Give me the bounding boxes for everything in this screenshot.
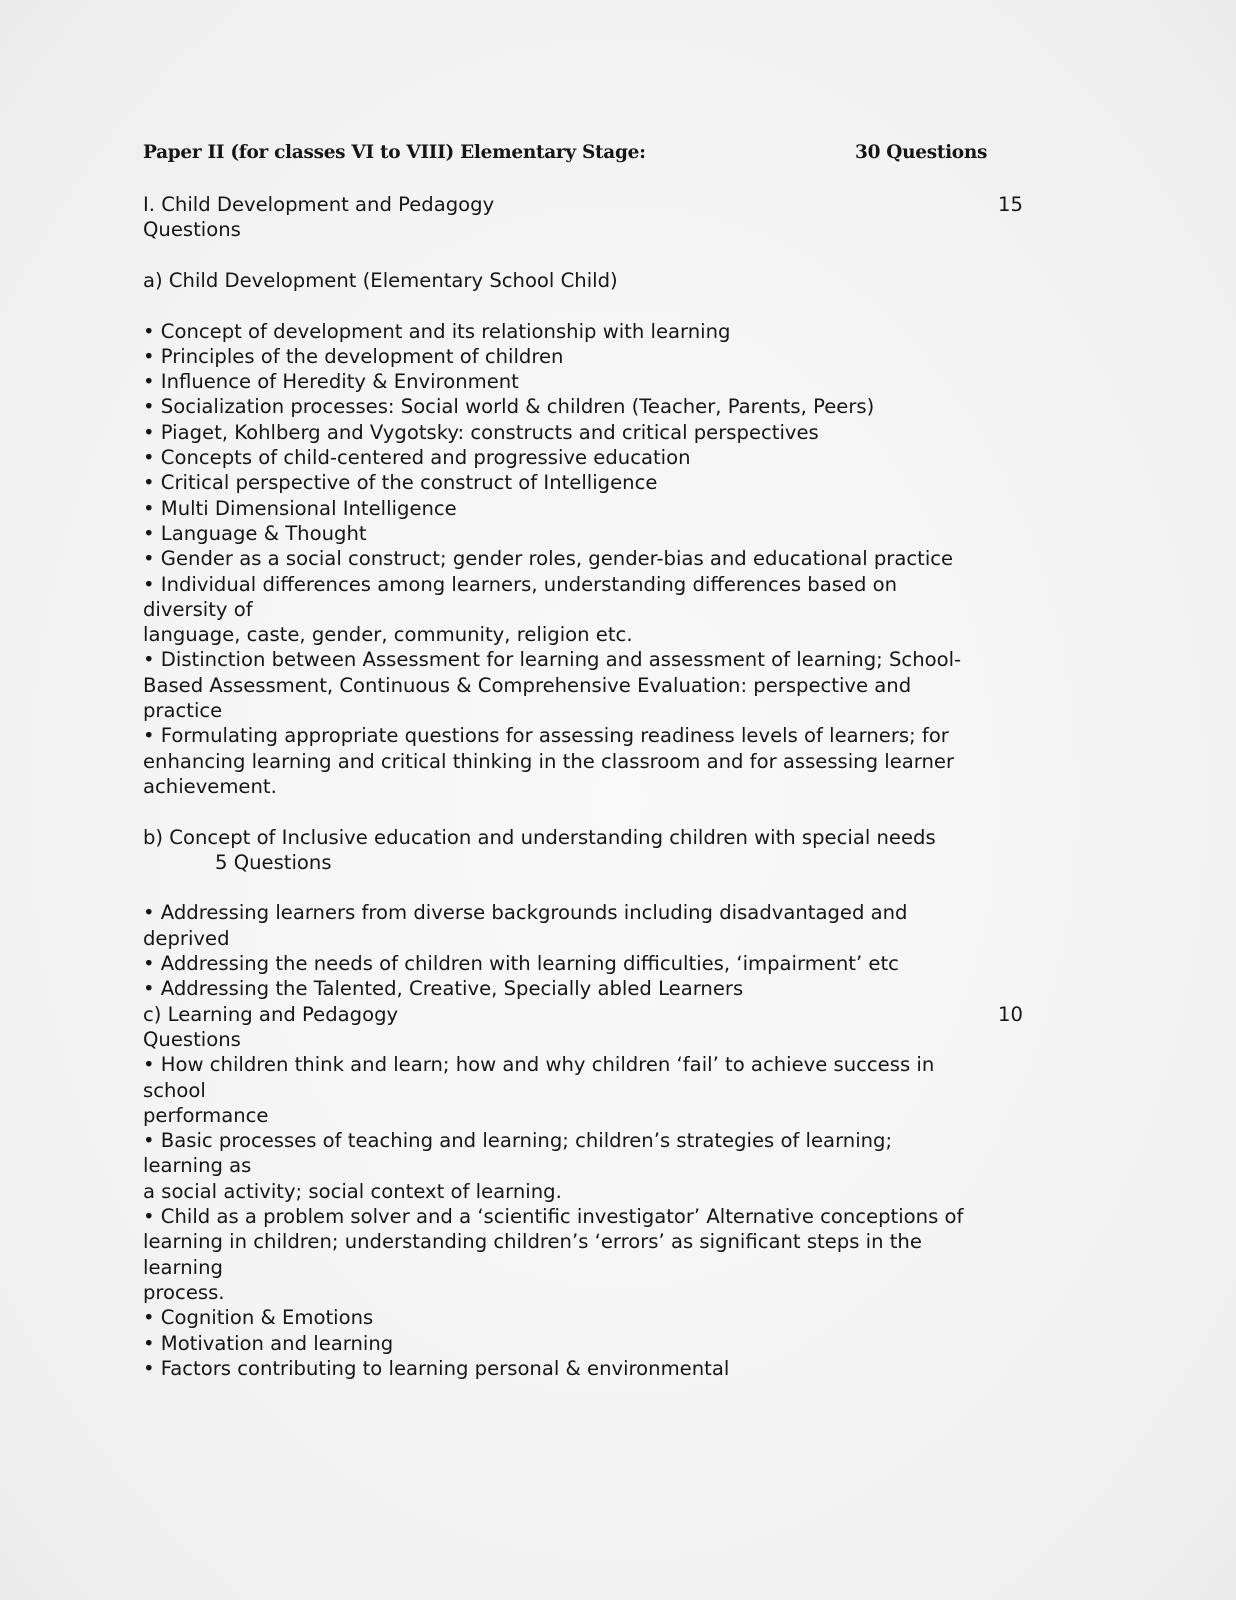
list-item: language, caste, gender, community, religion etc. xyxy=(143,623,633,647)
list-item: learning in children; understanding children’s ‘errors’ as significant steps in the xyxy=(143,1230,922,1254)
subsection-a-title: a) Child Development (Elementary School Child) xyxy=(143,268,618,292)
list-item: • Motivation and learning xyxy=(143,1331,394,1355)
list-item: • Language & Thought xyxy=(143,521,367,545)
list-item: deprived xyxy=(143,926,230,950)
list-item: • Distinction between Assessment for learning and assessment of learning; School- xyxy=(143,648,962,672)
list-item: • Influence of Heredity & Environment xyxy=(143,370,519,394)
list-item: learning as xyxy=(143,1154,252,1178)
list-item: school xyxy=(143,1078,206,1102)
list-item: • Child as a problem solver and a ‘scientific investigator’ Alternative conceptions of xyxy=(143,1205,964,1228)
subsection-b-question-count: 5 Questions xyxy=(215,850,332,874)
list-item: • How children think and learn; how and why children ‘fail’ to achieve success in xyxy=(143,1053,935,1077)
section-count-label: Questions xyxy=(143,218,241,242)
list-item: achievement. xyxy=(143,774,277,798)
list-item: • Gender as a social construct; gender roles, gender-bias and educational practice xyxy=(143,547,954,571)
list-item: a social activity; social context of learning. xyxy=(143,1179,562,1203)
list-item: • Factors contributing to learning personal & environmental xyxy=(143,1356,730,1380)
paper-title: Paper II (for classes VI to VIII) Elementary Stage: xyxy=(143,142,646,163)
list-item: • Cognition & Emotions xyxy=(143,1306,374,1330)
paper-question-count: 30 Questions xyxy=(855,142,988,163)
list-item: • Multi Dimensional Intelligence xyxy=(143,496,457,520)
section-question-count: 15 xyxy=(998,193,1023,216)
list-item: performance xyxy=(143,1103,269,1127)
list-item: • Formulating appropriate questions for assessing readiness levels of learners; for xyxy=(143,724,949,748)
subsection-c-title: c) Learning and Pedagogy xyxy=(143,1002,399,1026)
list-item: • Socialization processes: Social world & children (Teacher, Parents, Peers) xyxy=(143,395,875,419)
list-item: • Critical perspective of the construct of Intelligence xyxy=(143,471,658,495)
list-item: • Addressing the Talented, Creative, Specially abled Learners xyxy=(143,977,744,1001)
list-item: • Concept of development and its relationship with learning xyxy=(143,319,731,343)
list-item: learning xyxy=(143,1255,223,1279)
list-item: • Piaget, Kohlberg and Vygotsky: constructs and critical perspectives xyxy=(143,420,819,444)
list-item: diversity of xyxy=(143,597,253,621)
list-item: practice xyxy=(143,699,223,722)
list-item: • Individual differences among learners, understanding differences based on xyxy=(143,572,898,596)
subsection-c-count-label: Questions xyxy=(143,1027,241,1051)
list-item: enhancing learning and critical thinking in the classroom and for assessing learner xyxy=(143,749,955,773)
subsection-b-title: b) Concept of Inclusive education and understanding children with special needs xyxy=(143,825,936,849)
list-item: • Concepts of child-centered and progressive education xyxy=(143,446,691,469)
list-item: • Addressing learners from diverse backgrounds including disadvantaged and xyxy=(143,901,908,925)
section-title: I. Child Development and Pedagogy xyxy=(143,193,495,216)
list-item: process. xyxy=(143,1280,225,1304)
subsection-c-question-count: 10 xyxy=(998,1002,1023,1026)
list-item: Based Assessment, Continuous & Comprehensive Evaluation: perspective and xyxy=(143,673,912,697)
list-item: • Addressing the needs of children with learning difficulties, ‘impairment’ etc xyxy=(143,952,899,975)
list-item: • Principles of the development of children xyxy=(143,344,564,368)
list-item: • Basic processes of teaching and learning; children’s strategies of learning; xyxy=(143,1129,893,1153)
